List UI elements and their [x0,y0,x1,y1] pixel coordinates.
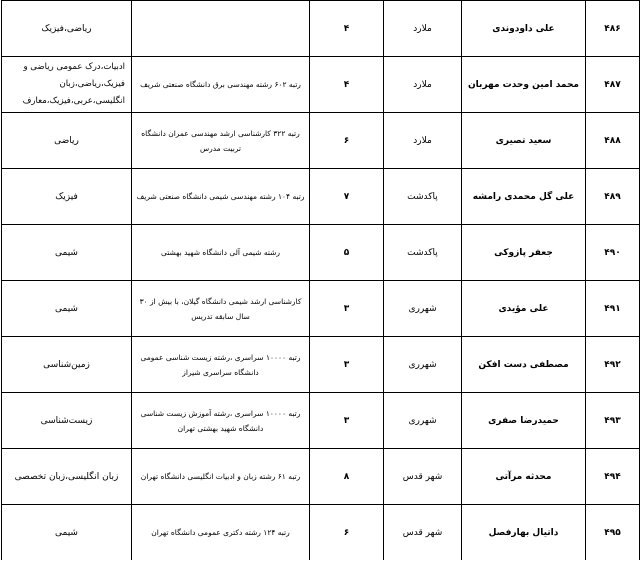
row-number: ۴۹۴ [586,449,640,505]
score: ۳ [310,281,384,337]
row-number: ۴۹۲ [586,337,640,393]
region: پاکدشت [384,225,462,281]
row-number: ۴۸۶ [586,1,640,57]
region: شهرری [384,337,462,393]
degree: رتبه ۱۰۰۰۰ سراسری ،رشته زیست شناسی عمومی دانشگاه سراسری شیراز [132,337,310,393]
subject: شیمی [2,281,132,337]
teacher-name: علی داودوندی [462,1,586,57]
region: شهر قدس [384,449,462,505]
teacher-name: محمد امین وحدت مهربان [462,57,586,113]
row-number: ۴۹۱ [586,281,640,337]
score: ۳ [310,337,384,393]
table-row [2,169,640,225]
degree: رتبه ۶۱ رشته زبان و ادبیات انگلیسی دانشگاه تهران [132,449,310,505]
degree [132,1,310,57]
table-row [2,337,640,393]
degree: رتبه ۱۰۴ رشته مهندسی شیمی دانشگاه صنعتی شریف [132,169,310,225]
subject: شیمی [2,225,132,281]
row-number: ۴۹۰ [586,225,640,281]
table-row [2,57,640,113]
table-row [2,113,640,169]
teacher-name: حمیدرضا صفری [462,393,586,449]
region: ملارد [384,57,462,113]
subject: ادبیات،درک عمومی ریاضی و فیزیک،ریاضی،زبان انگلیسی،عربی،فیزیک،معارف [2,57,132,113]
region: شهرری [384,281,462,337]
teacher-name: داتیال بهارفصل [462,505,586,561]
subject: شیمی [2,505,132,561]
score: ۸ [310,449,384,505]
teacher-name: محدثه مرآتی [462,449,586,505]
score: ۴ [310,1,384,57]
degree: رتبه ۱۲۴ رشته دکتری عمومی دانشگاه تهران [132,505,310,561]
subject: زبان انگلیسی،زبان تخصصی [2,449,132,505]
score: ۶ [310,113,384,169]
subject: ریاضی [2,113,132,169]
table-row [2,281,640,337]
region: ملارد [384,1,462,57]
table-row [2,449,640,505]
degree: کارشناسی ارشد شیمی دانشگاه گیلان، با بیش از ۳۰ سال سابقه تدریس [132,281,310,337]
region: ملارد [384,113,462,169]
score: ۳ [310,393,384,449]
degree: رتبه ۳۲۲ کارشناسی ارشد مهندسی عمران دانشگاه تربیت مدرس [132,113,310,169]
region: پاکدشت [384,169,462,225]
teacher-name: سعید تصیری [462,113,586,169]
teacher-name: جعفر پازوکی [462,225,586,281]
subject: فیزیک [2,169,132,225]
score: ۵ [310,225,384,281]
row-number: ۴۹۵ [586,505,640,561]
teacher-name: مصطفی دست افکن [462,337,586,393]
table-row [2,393,640,449]
row-number: ۴۹۳ [586,393,640,449]
degree: رتبه ۶۰۲ رشته مهندسی برق دانشگاه صنعتی شریف [132,57,310,113]
row-number: ۴۸۷ [586,57,640,113]
teacher-name: علی گل محمدی رامشه [462,169,586,225]
table-row [2,225,640,281]
row-number: ۴۸۹ [586,169,640,225]
subject: زمین‌شناسی [2,337,132,393]
table-row [2,1,640,57]
degree: رتبه ۱۰۰۰۰ سراسری ،رشته آموزش زیست شناسی دانشگاه شهید بهشتی تهران [132,393,310,449]
row-number: ۴۸۸ [586,113,640,169]
teacher-name: علی مؤیدی [462,281,586,337]
score: ۷ [310,169,384,225]
region: شهر قدس [384,505,462,561]
subject: زیست‌شناسی [2,393,132,449]
table-row [2,505,640,561]
region: شهرری [384,393,462,449]
subject: ریاضی،فیزیک [2,1,132,57]
score: ۴ [310,57,384,113]
score: ۶ [310,505,384,561]
teachers-table [1,0,640,560]
degree: رشته شیمی آلی دانشگاه شهید بهشتی [132,225,310,281]
